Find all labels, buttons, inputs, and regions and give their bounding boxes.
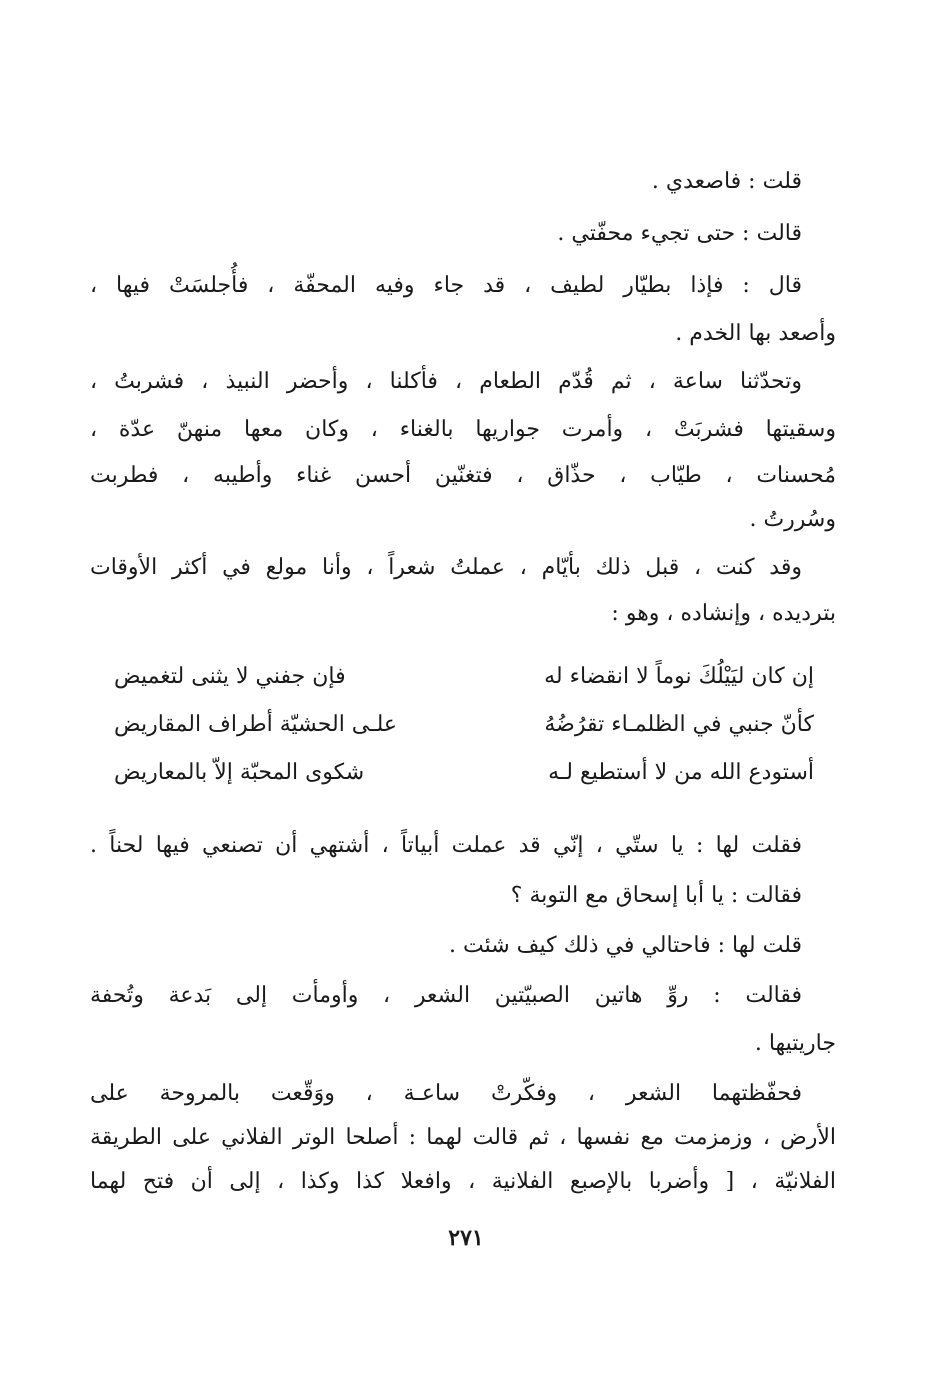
text-line: جاريتيها . xyxy=(754,1031,836,1056)
text-line: فقالت : يا أبا إسحاق مع التوبة ؟ xyxy=(510,883,802,908)
verse-hemistich-second: فإن جفني لا يثنى لتغميض xyxy=(114,664,346,689)
text-line: وأصعد بها الخدم . xyxy=(675,321,836,346)
verse-line xyxy=(114,656,814,698)
text-line: فقالت : روِّ هاتين الصبيّتين الشعر ، وأومأت إلى بَدعة وتُحفة xyxy=(90,983,802,1008)
text-line: الفلانيّة ، [ وأضربا بالإصبع الفلانية ، وافعلا كذا وكذا ، إلى أن فتح لهما xyxy=(90,1169,836,1194)
text-line: وتحدّثنا ساعة ، ثم قُدّم الطعام ، فأكلنا ، وأحضر النبيذ ، فشربتُ ، xyxy=(90,369,802,394)
text-line: فحفّظتهما الشعر ، وفكّرتْ ساعـة ، ووَقّعت بالمروحة على xyxy=(90,1081,802,1106)
verse-hemistich-first: إن كان ليَيْلُكَ نوماً لا انقضاء له xyxy=(544,664,814,689)
verse-line xyxy=(114,704,814,746)
text-line: قالت : حتى تجيء محفّتي . xyxy=(557,221,802,246)
text-line: وسقيتها فشربَتْ ، وأمرت جواريها بالغناء ، وكان معها منهنّ عدّة ، xyxy=(90,417,836,442)
text-line: وقد كنت ، قبل ذلك بأيّام ، عملتُ شعراً ، وأنا مولع في أكثر الأوقات xyxy=(90,555,802,580)
text-line: قال : فإذا بطيّار لطيف ، قد جاء وفيه المحفّة ، فأُجلسَتْ فيها ، xyxy=(90,273,802,298)
text-line: قلت لها : فاحتالي في ذلك كيف شئت . xyxy=(449,933,802,958)
text-line: مُحسنات ، طيّاب ، حذّاق ، فتغنّين أحسن غناء وأطيبه ، فطربت xyxy=(90,463,836,488)
verse-hemistich-first: أستودع الله من لا أستطيع لـه xyxy=(548,760,814,785)
text-line: الأرض ، وزمزمت مع نفسها ، ثم قالت لهما : أصلحا الوتر الفلاني على الطريقة xyxy=(90,1125,836,1150)
text-line: فقلت لها : يا ستّي ، إنّي قد عملت أبياتاً ، أشتهي أن تصنعي فيها لحناً . xyxy=(90,833,802,858)
text-line: قلت : فاصعدي . xyxy=(651,169,802,194)
verse-hemistich-second: علـى الحشيّة أطراف المقاريض xyxy=(114,712,397,737)
verse-hemistich-second: شكوى المحبّة إلاّ بالمعاريض xyxy=(114,760,365,785)
verse-line xyxy=(114,752,814,794)
text-line: وسُررتُ . xyxy=(749,507,836,532)
page-number: ٢٧١ xyxy=(448,1225,484,1251)
text-line: بترديده ، وإنشاده ، وهو : xyxy=(611,601,836,626)
verse-hemistich-first: كأنّ جنبي في الظلمـاء تقرُضُهُ xyxy=(544,712,814,737)
